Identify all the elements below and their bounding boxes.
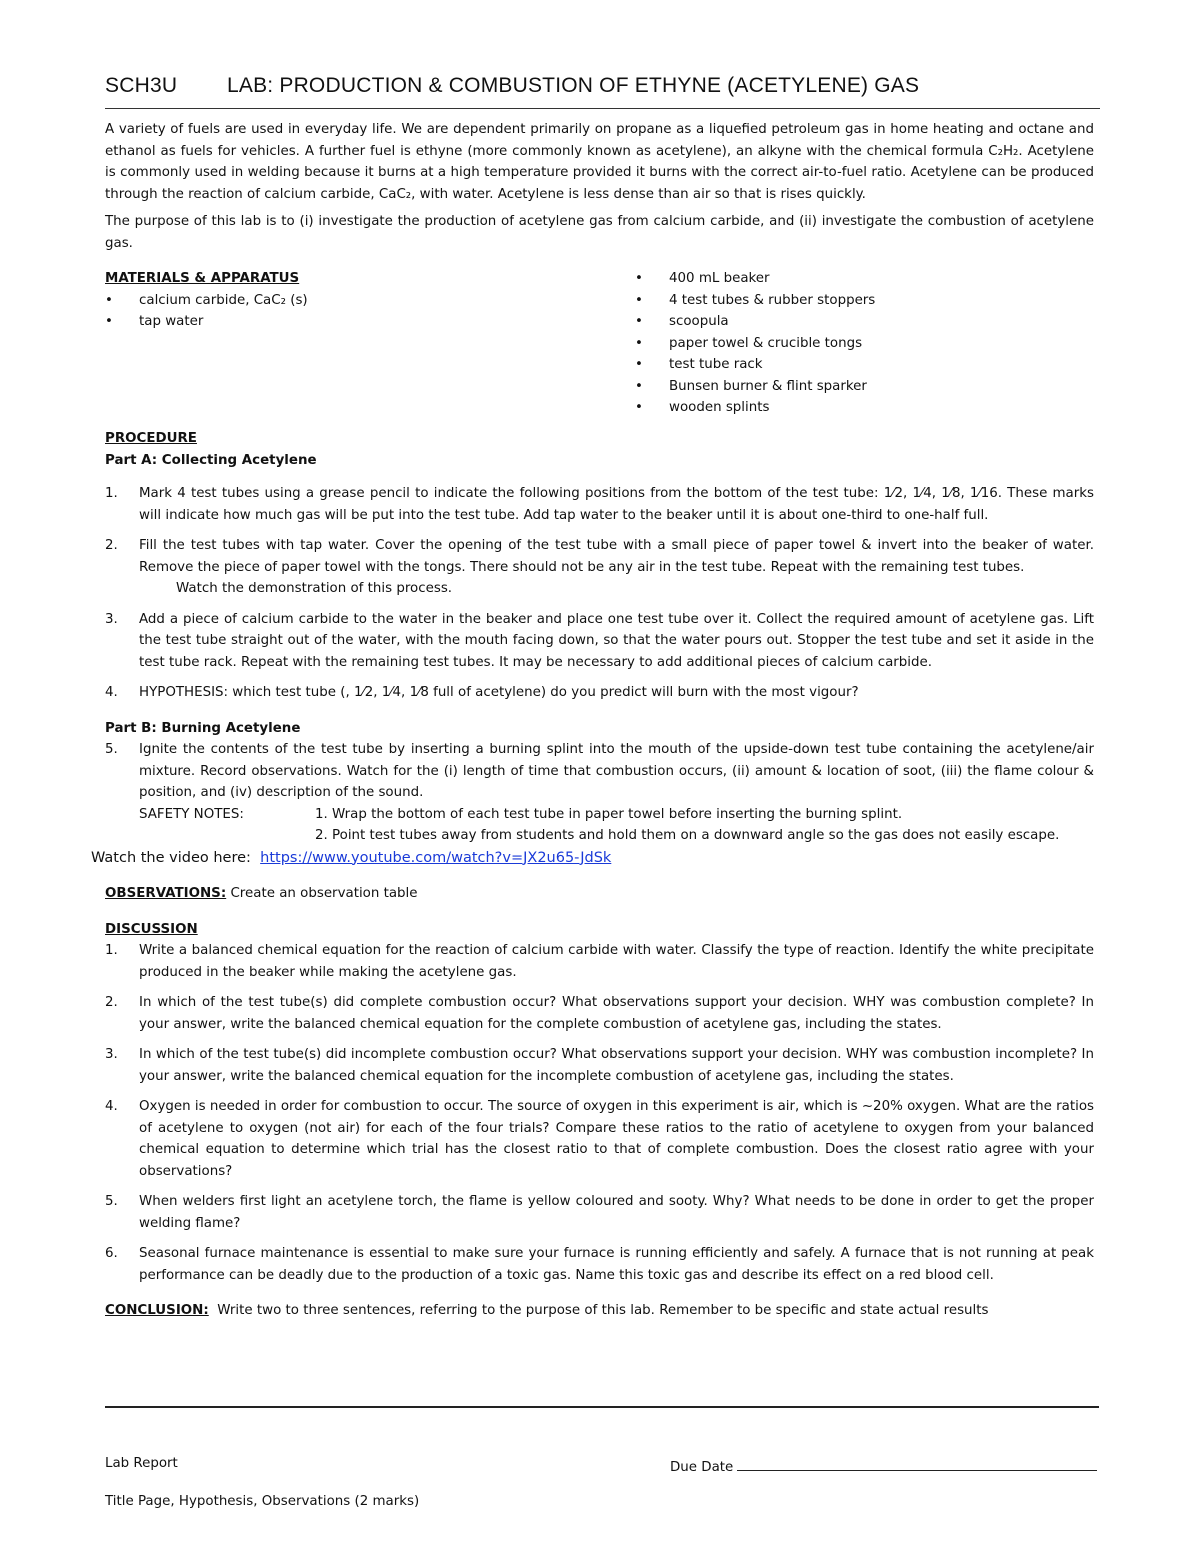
materials-right-list <box>635 268 1095 419</box>
bullet-icon: • <box>635 292 643 308</box>
procedure-step: 5. Ignite the contents of the test tube by inserting a burning splint into the mouth of the upside-down test tube containing the acetylene/air mixture. Record observations. Watch for the (i) length of time that combustion occurs, (ii) amount & location of soot, (iii) the flame colour & position, and (iv) description of the sound. SAFETY NOTES: 1. Wrap the bottom of each test tube in paper towel before inserting the burning splint. 2. Point test tubes away from students and hold them on a downward angle so the gas does not easily escape. <box>105 739 1094 847</box>
due-date-label: Due Date <box>670 1460 734 1475</box>
discussion-item: 4. Oxygen is needed in order for combustion to occur. The source of oxygen in this experiment is air, which is ~20% oxygen. What are the ratios of acetylene to oxygen (not air) for each of the four trials? Compare these ratios to the ratio of acetylene to oxygen from your balanced chemical equation to determine which trial has the closest ratio to that of complete combustion. Does the closest ratio agree with your observations? <box>105 1099 1094 1179</box>
marks-text: Title Page, Hypothesis, Observations (2 marks) <box>105 1494 420 1509</box>
list-item: • 4 test tubes & rubber stoppers <box>635 290 1095 312</box>
footer-divider <box>105 1406 1099 1408</box>
demonstration-note: Watch the demonstration of this process. <box>176 581 453 596</box>
list-item: • tap water <box>105 311 605 333</box>
bullet-icon: • <box>105 292 113 308</box>
due-date <box>670 1456 1097 1475</box>
part-a-heading: Part A: Collecting Acetylene <box>105 452 317 468</box>
bullet-icon: • <box>635 271 643 286</box>
safety-note-2: 2. Point test tubes away from students and hold them on a downward angle so the gas does not easily escape. <box>315 828 1060 843</box>
list-item: • calcium carbide, CaC₂ (s) <box>105 290 605 312</box>
video-line <box>91 848 1094 870</box>
purpose-paragraph: The purpose of this lab is to (i) investigate the production of acetylene gas from calcium carbide, and (ii) investigate the combustion of acetylene gas. <box>105 214 1094 251</box>
document-body <box>91 119 1094 1322</box>
procedure-heading: PROCEDURE <box>105 431 197 446</box>
discussion-item: 2. In which of the test tube(s) did complete combustion occur? What observations support your decision. WHY was combustion complete? In your answer, write the balanced chemical equation for the complete combustion of acetylene gas, including the states. <box>105 995 1094 1032</box>
list-item: • paper towel & crucible tongs <box>635 333 1095 355</box>
discussion-item: 6. Seasonal furnace maintenance is essential to make sure your furnace is running efficiently and safely. A furnace that is not running at peak performance can be deadly due to the production of a toxic gas. Name this toxic gas and describe its effect on a red blood cell. <box>105 1246 1094 1283</box>
procedure-step: 4. HYPOTHESIS: which test tube (, 1⁄2, 1⁄4, 1⁄8 full of acetylene) do you predict will burn with the most vigour? <box>105 685 859 700</box>
observations-section <box>105 883 1094 905</box>
conclusion-heading: CONCLUSION: <box>105 1303 209 1318</box>
list-item: • Bunsen burner & flint sparker <box>635 376 1095 398</box>
course-code: SCH3U <box>105 74 178 97</box>
due-date-blank <box>737 1456 1097 1471</box>
bullet-icon: • <box>635 400 643 415</box>
footer-row-2 <box>105 1494 1099 1509</box>
discussion-item: 1. Write a balanced chemical equation for the reaction of calcium carbide with water. Classify the type of reaction. Identify the white precipitate produced in the beaker while making the acetylene gas. <box>105 943 1094 980</box>
discussion-item: 5. When welders first light an acetylene torch, the flame is yellow coloured and sooty. Why? What needs to be done in order to get the proper welding flame? <box>105 1194 1094 1231</box>
procedure-step: 1. Mark 4 test tubes using a grease pencil to indicate the following positions from the bottom of the test tube: 1⁄2, 1⁄4, 1⁄8, 1⁄16. These marks will indicate how much gas will be put into the test tube. Add tap water to the beaker until it is about one-third to one-half full. <box>105 486 1094 523</box>
intro-paragraph: A variety of fuels are used in everyday life. We are dependent primarily on propane as a liquefied petroleum gas in home heating and octane and ethanol as fuels for vehicles. A further fuel is ethyne (more commonly known as acetylene), an alkyne with the chemical formula C₂H₂. Acetylene is commonly used in welding because it burns at a high temperature provided it burns with the correct air-to-fuel ratio. Acetylene can be produced through the reaction of calcium carbide, CaC₂, with water. Acetylene is less dense than air so that is rises quickly. <box>105 122 1094 202</box>
footer-row-1 <box>105 1456 1099 1475</box>
discussion-item: 3. In which of the test tube(s) did incomplete combustion occur? What observations support your decision. WHY was combustion incomplete? In your answer, write the balanced chemical equation for the incomplete combustion of acetylene gas, including the states. <box>105 1047 1094 1084</box>
discussion-questions <box>105 940 1094 1286</box>
conclusion-section <box>105 1300 1094 1322</box>
materials-heading: MATERIALS & APPARATUS <box>105 271 300 286</box>
safety-label: SAFETY NOTES: <box>139 806 244 822</box>
procedure-step: 3. Add a piece of calcium carbide to the water in the beaker and place one test tube over it. Collect the required amount of acetylene gas. Lift the test tube straight out of the water, with the mouth facing down, so that the water pours out. Stopper the test tube and set it aside in the test tube rack. Repeat with the remaining test tubes. It may be necessary to add additional pieces of calcium carbide. <box>105 611 1094 670</box>
list-item: • wooden splints <box>635 397 1095 419</box>
observations-text: Create an observation table <box>230 886 418 901</box>
bullet-icon: • <box>635 335 643 351</box>
bullet-icon: • <box>635 314 643 329</box>
safety-note-1: 1. Wrap the bottom of each test tube in paper towel before inserting the burning splint. <box>315 806 903 822</box>
part-b-heading: Part B: Burning Acetylene <box>105 720 301 736</box>
bullet-icon: • <box>635 357 643 372</box>
bullet-icon: • <box>635 378 643 394</box>
materials-left-column <box>105 268 605 333</box>
lab-report-label: Lab Report <box>105 1456 178 1471</box>
procedure-step: 2. Fill the test tubes with tap water. Cover the opening of the test tube with a small piece of paper towel & invert into the beaker of water. Remove the piece of paper towel with the tongs. There should not be any air in the test tube. Repeat with the remaining test tubes. Watch the demonstration of this process. <box>105 535 1094 600</box>
materials-section <box>105 268 1094 428</box>
bullet-icon: • <box>105 314 113 329</box>
conclusion-text: Write two to three sentences, referring to the purpose of this lab. Remember to be specific and state actual results <box>217 1303 989 1318</box>
video-label: Watch the video here: <box>91 849 251 866</box>
materials-right-column <box>635 268 1095 419</box>
procedure-steps <box>105 483 1094 704</box>
list-item: • test tube rack <box>635 354 1095 376</box>
procedure-step-5 <box>105 739 1094 847</box>
list-item: • 400 mL beaker <box>635 268 1095 290</box>
materials-left-list <box>105 290 605 333</box>
observations-heading: OBSERVATIONS: <box>105 886 227 901</box>
page-title <box>105 74 1100 109</box>
video-link[interactable]: https://www.youtube.com/watch?v=JX2u65-JdSk <box>260 849 612 866</box>
safety-notes <box>139 804 1094 847</box>
list-item: • scoopula <box>635 311 1095 333</box>
lab-title: LAB: PRODUCTION & COMBUSTION OF ETHYNE (ACETYLENE) GAS <box>227 74 920 97</box>
discussion-heading: DISCUSSION <box>105 921 198 937</box>
